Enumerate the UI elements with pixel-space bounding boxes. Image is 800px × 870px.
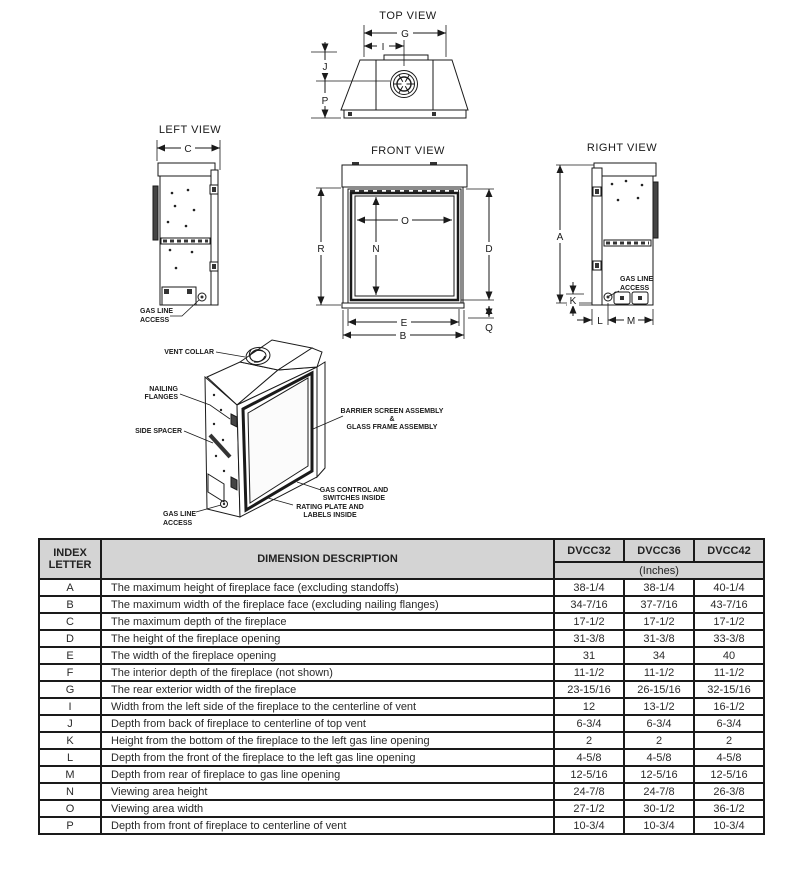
cell-dvcc36: 6-3/4	[624, 715, 694, 732]
table-row	[39, 613, 764, 630]
cell-letter: L	[39, 749, 101, 766]
right-gas-line-access-label2: ACCESS	[620, 285, 650, 292]
cell-dvcc42: 40	[694, 647, 764, 664]
rating-plate-label2: LABELS INSIDE	[303, 512, 357, 519]
cell-letter: O	[39, 800, 101, 817]
table-row	[39, 596, 764, 613]
iso-gas-line-access-label: GAS LINE	[163, 511, 197, 518]
dim-B: B	[399, 331, 407, 342]
cell-dvcc32: 27-1/2	[554, 800, 624, 817]
cell-dvcc42: 17-1/2	[694, 613, 764, 630]
cell-dvcc36: 4-5/8	[624, 749, 694, 766]
cell-dvcc32: 31	[554, 647, 624, 664]
cell-dvcc36: 30-1/2	[624, 800, 694, 817]
table-row	[39, 698, 764, 715]
right-view-title: RIGHT VIEW	[586, 142, 658, 154]
dim-C: C	[184, 144, 192, 155]
dim-E: E	[400, 318, 408, 329]
cell-dvcc36: 13-1/2	[624, 698, 694, 715]
cell-dvcc32: 34-7/16	[554, 596, 624, 613]
cell-letter: B	[39, 596, 101, 613]
cell-desc: The maximum height of fireplace face (excluding standoffs)	[101, 579, 554, 596]
cell-dvcc42: 12-5/16	[694, 766, 764, 783]
table-row	[39, 681, 764, 698]
cell-dvcc32: 4-5/8	[554, 749, 624, 766]
cell-dvcc36: 10-3/4	[624, 817, 694, 834]
cell-dvcc32: 6-3/4	[554, 715, 624, 732]
dim-Q: Q	[485, 323, 493, 334]
cell-dvcc32: 10-3/4	[554, 817, 624, 834]
cell-dvcc32: 11-1/2	[554, 664, 624, 681]
table-row	[39, 630, 764, 647]
cell-desc: Viewing area width	[101, 800, 554, 817]
cell-desc: The width of the fireplace opening	[101, 647, 554, 664]
header-model-dvcc32: DVCC32	[554, 539, 624, 562]
cell-dvcc42: 6-3/4	[694, 715, 764, 732]
table-row	[39, 579, 764, 596]
header-index-letter: INDEX LETTER	[39, 539, 101, 579]
isometric-view	[135, 340, 444, 527]
dim-D: D	[485, 244, 493, 255]
left-gas-line-access-label2: ACCESS	[140, 317, 170, 324]
top-view-title: TOP VIEW	[379, 10, 437, 22]
cell-dvcc32: 24-7/8	[554, 783, 624, 800]
header-model-dvcc42: DVCC42	[694, 539, 764, 562]
cell-dvcc36: 34	[624, 647, 694, 664]
cell-dvcc32: 12	[554, 698, 624, 715]
cell-desc: Depth from front of fireplace to centerline of vent	[101, 817, 554, 834]
cell-dvcc32: 31-3/8	[554, 630, 624, 647]
cell-letter: P	[39, 817, 101, 834]
side-spacer-label: SIDE SPACER	[135, 428, 182, 435]
cell-dvcc42: 36-1/2	[694, 800, 764, 817]
dim-N: N	[372, 244, 380, 255]
cell-desc: Width from the left side of the fireplace to the centerline of vent	[101, 698, 554, 715]
cell-letter: I	[39, 698, 101, 715]
top-view	[311, 10, 468, 118]
vent-collar-label: VENT COLLAR	[164, 349, 214, 356]
cell-dvcc32: 17-1/2	[554, 613, 624, 630]
cell-dvcc32: 12-5/16	[554, 766, 624, 783]
cell-desc: The height of the fireplace opening	[101, 630, 554, 647]
dimension-table	[38, 538, 763, 835]
cell-desc: Viewing area height	[101, 783, 554, 800]
table-row	[39, 800, 764, 817]
table-row	[39, 715, 764, 732]
table-row	[39, 817, 764, 834]
cell-dvcc36: 12-5/16	[624, 766, 694, 783]
iso-gas-line-access-label2: ACCESS	[163, 520, 193, 527]
table-row	[39, 749, 764, 766]
table-row	[39, 783, 764, 800]
cell-dvcc42: 33-3/8	[694, 630, 764, 647]
cell-dvcc32: 38-1/4	[554, 579, 624, 596]
cell-dvcc36: 26-15/16	[624, 681, 694, 698]
cell-dvcc36: 37-7/16	[624, 596, 694, 613]
table-row	[39, 647, 764, 664]
cell-letter: A	[39, 579, 101, 596]
dim-R: R	[317, 244, 325, 255]
nailing-flanges-label2: FLANGES	[144, 394, 178, 401]
cell-dvcc36: 2	[624, 732, 694, 749]
cell-dvcc36: 31-3/8	[624, 630, 694, 647]
cell-letter: E	[39, 647, 101, 664]
barrier-screen-label: BARRIER SCREEN ASSEMBLY	[340, 408, 444, 415]
cell-letter: F	[39, 664, 101, 681]
table-row	[39, 766, 764, 783]
right-view	[553, 142, 658, 327]
cell-dvcc42: 2	[694, 732, 764, 749]
cell-dvcc36: 17-1/2	[624, 613, 694, 630]
cell-dvcc42: 32-15/16	[694, 681, 764, 698]
header-description: DIMENSION DESCRIPTION	[101, 539, 554, 579]
cell-letter: M	[39, 766, 101, 783]
cell-desc: Depth from the front of the fireplace to the left gas line opening	[101, 749, 554, 766]
left-gas-line-access-label: GAS LINE	[140, 308, 174, 315]
right-gas-line-access-label: GAS LINE	[620, 276, 654, 283]
dim-P: P	[321, 96, 329, 107]
gas-control-label: GAS CONTROL AND	[319, 487, 389, 494]
cell-letter: C	[39, 613, 101, 630]
cell-letter: G	[39, 681, 101, 698]
cell-letter: N	[39, 783, 101, 800]
cell-letter: J	[39, 715, 101, 732]
left-view	[140, 124, 221, 324]
header-units: (Inches)	[554, 562, 764, 579]
nailing-flanges-label: NAILING	[149, 386, 178, 393]
cell-dvcc32: 2	[554, 732, 624, 749]
front-view	[314, 145, 496, 342]
table-row	[39, 732, 764, 749]
cell-desc: The interior depth of the fireplace (not shown)	[101, 664, 554, 681]
cell-dvcc42: 16-1/2	[694, 698, 764, 715]
cell-desc: The maximum depth of the fireplace	[101, 613, 554, 630]
barrier-screen-label2: &	[389, 416, 395, 423]
dim-M: M	[626, 316, 636, 327]
dim-I: I	[381, 42, 385, 53]
header-model-dvcc36: DVCC36	[624, 539, 694, 562]
cell-desc: The rear exterior width of the fireplace	[101, 681, 554, 698]
cell-dvcc32: 23-15/16	[554, 681, 624, 698]
cell-letter: K	[39, 732, 101, 749]
gas-control-label2: SWITCHES INSIDE	[322, 495, 386, 502]
cell-desc: Depth from rear of fireplace to gas line opening	[101, 766, 554, 783]
dim-L: L	[597, 316, 603, 327]
cell-dvcc42: 26-3/8	[694, 783, 764, 800]
dim-A: A	[556, 232, 564, 243]
dim-K: K	[569, 296, 577, 307]
cell-dvcc36: 24-7/8	[624, 783, 694, 800]
cell-dvcc42: 11-1/2	[694, 664, 764, 681]
dim-O: O	[401, 216, 409, 227]
cell-dvcc42: 40-1/4	[694, 579, 764, 596]
cell-dvcc36: 11-1/2	[624, 664, 694, 681]
dim-G: G	[401, 29, 409, 40]
table-row	[39, 664, 764, 681]
cell-desc: Height from the bottom of the fireplace to the left gas line opening	[101, 732, 554, 749]
rating-plate-label: RATING PLATE AND	[296, 504, 364, 511]
dim-J: J	[322, 62, 328, 73]
left-view-title: LEFT VIEW	[158, 124, 222, 136]
cell-desc: The maximum width of the fireplace face (excluding nailing flanges)	[101, 596, 554, 613]
cell-letter: D	[39, 630, 101, 647]
cell-dvcc42: 43-7/16	[694, 596, 764, 613]
front-view-title: FRONT VIEW	[371, 145, 445, 157]
cell-dvcc42: 4-5/8	[694, 749, 764, 766]
barrier-screen-label3: GLASS FRAME ASSEMBLY	[346, 424, 438, 431]
cell-desc: Depth from back of fireplace to centerline of top vent	[101, 715, 554, 732]
cell-dvcc42: 10-3/4	[694, 817, 764, 834]
cell-dvcc36: 38-1/4	[624, 579, 694, 596]
